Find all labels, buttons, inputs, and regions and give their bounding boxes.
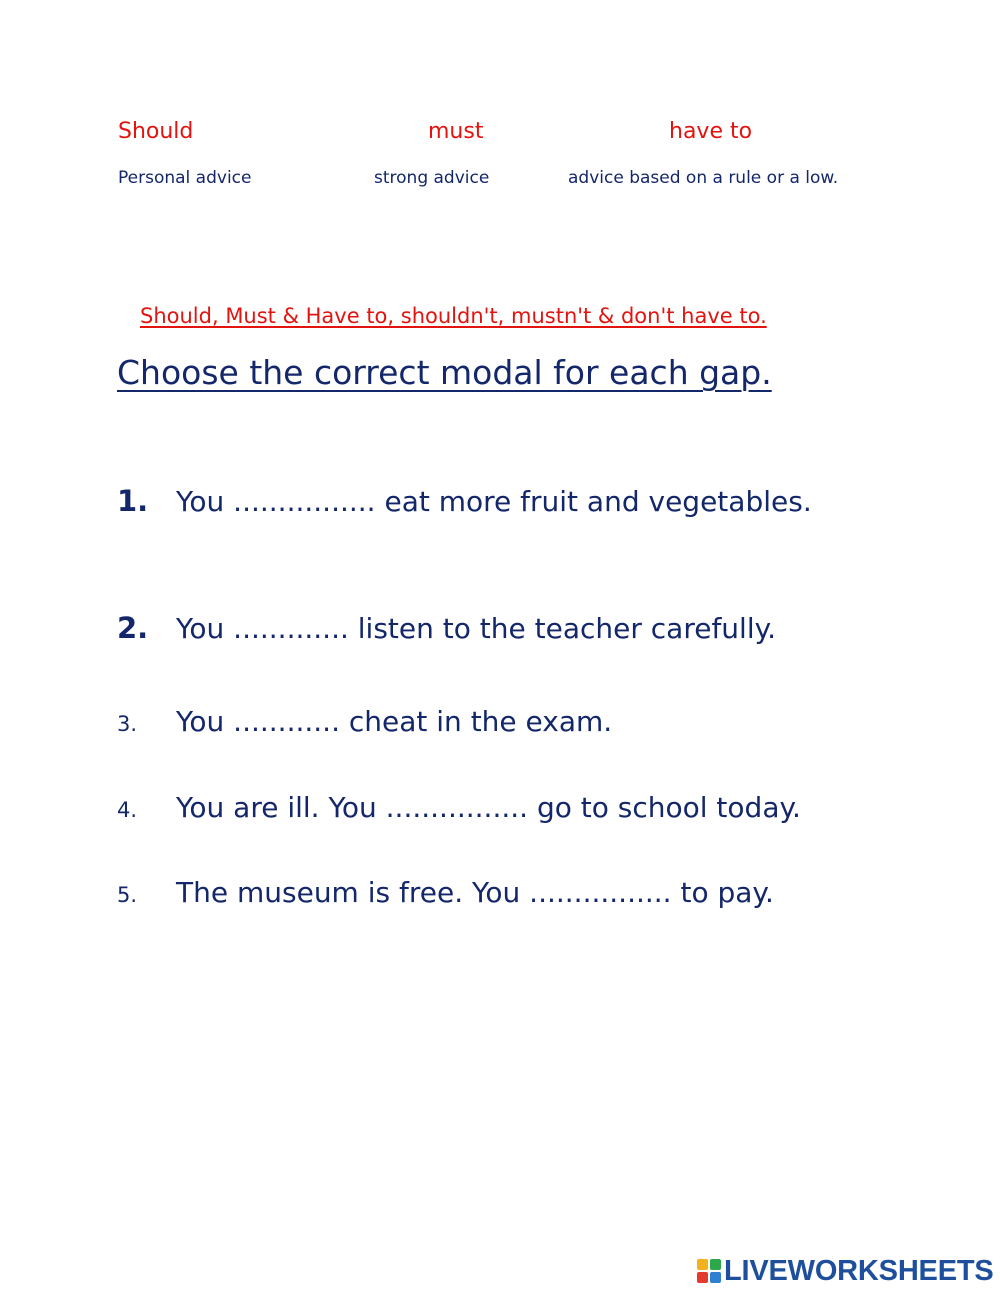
exercise-sentence: You ............. listen to the teacher carefully. [176, 612, 777, 645]
exercise-sentence: You ............ cheat in the exam. [176, 705, 613, 738]
modal-description-have-to: advice based on a rule or a low. [568, 168, 839, 188]
modal-word-have-to: have to [669, 119, 753, 144]
exercise-number: 1. [117, 484, 149, 518]
exercise-sentence: You ................ eat more fruit and vegetables. [176, 485, 812, 518]
worksheet-title: Choose the correct modal for each gap. [117, 353, 772, 392]
exercise-item-3 [117, 705, 612, 738]
exercise-number: 3. [117, 712, 138, 736]
liveworksheets-logo[interactable] [697, 1254, 994, 1288]
exercise-sentence: The museum is free. You ................ to pay. [176, 876, 774, 909]
modal-word-should: Should [118, 119, 194, 144]
worksheet-subtitle: Should, Must & Have to, shouldn't, mustn't & don't have to. [140, 304, 767, 328]
exercise-number: 4. [117, 798, 138, 822]
exercise-sentence: You are ill. You ................ go to school today. [176, 791, 801, 824]
modal-description-should: Personal advice [118, 168, 252, 188]
exercise-number: 2. [117, 611, 149, 645]
liveworksheets-logo-icon [697, 1259, 721, 1283]
exercise-item-2 [117, 611, 776, 645]
logo-text: LIVEWORKSHEETS [724, 1254, 994, 1287]
exercise-item-1 [117, 484, 812, 518]
modal-description-must: strong advice [374, 168, 490, 188]
exercise-item-4 [117, 791, 801, 824]
exercise-item-5 [117, 876, 774, 909]
modal-word-must: must [428, 119, 484, 144]
exercise-number: 5. [117, 883, 138, 907]
